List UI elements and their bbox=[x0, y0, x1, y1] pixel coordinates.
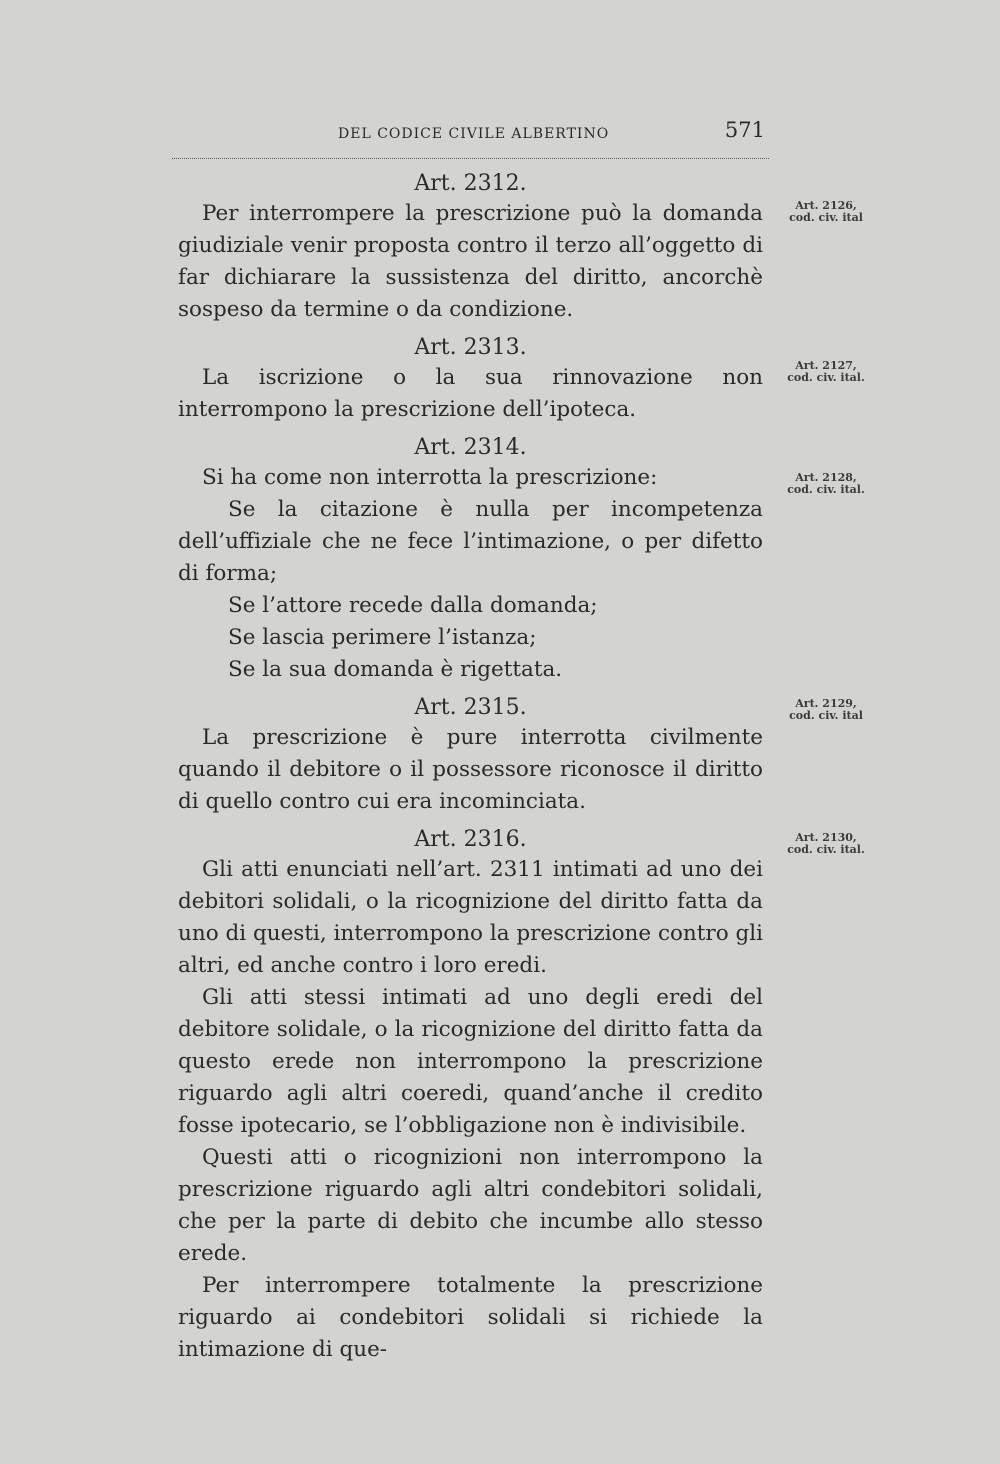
page-number: 571 bbox=[724, 118, 765, 142]
margin-note-line: cod. civ. ital bbox=[789, 211, 863, 224]
article-heading: Art. 2316. bbox=[414, 827, 527, 852]
article-paragraph: Gli atti stessi intimati ad uno degli eredi del debitore solidale, o la ricognizione del diritto fatta da questo erede non interrompono la prescrizione riguardo agli altri coeredi, quand’anche il credito fosse ipotecario, se l’obbligazione non è indivisibile. bbox=[178, 985, 763, 1138]
article-list-item: Se la citazione è nulla per incompetenza dell’uffiziale che ne fece l’intimazione, o per difetto di forma; bbox=[178, 497, 763, 586]
margin-note-line: cod. civ. ital. bbox=[787, 371, 865, 384]
running-head bbox=[172, 118, 769, 159]
article-heading: Art. 2314. bbox=[414, 435, 527, 460]
margin-note-2127 bbox=[776, 360, 876, 384]
article-paragraph: Gli atti enunciati nell’art. 2311 intimati ad uno dei debitori solidali, o la ricognizione del diritto fatta da uno di questi, interrompono la prescrizione contro gli altri, ed anche contro i loro eredi. bbox=[178, 857, 763, 978]
article-paragraph: La iscrizione o la sua rinnovazione non interrompono la prescrizione dell’ipoteca. bbox=[178, 365, 763, 422]
margin-note-line: cod. civ. ital. bbox=[787, 843, 865, 856]
article-list-item: Se lascia perimere l’istanza; bbox=[228, 625, 537, 650]
margin-note-line: Art. 2129, bbox=[795, 697, 857, 710]
article-paragraph: Questi atti o ricognizioni non interrompono la prescrizione riguardo agli altri condebitori solidali, che per la parte di debito che incumbe allo stesso erede. bbox=[178, 1145, 763, 1266]
margin-note-line: Art. 2127, bbox=[795, 359, 857, 372]
text-column bbox=[178, 168, 763, 1366]
article-heading: Art. 2313. bbox=[414, 335, 527, 360]
margin-note-line: Art. 2126, bbox=[795, 199, 857, 212]
article-2314 bbox=[178, 432, 763, 686]
article-paragraph: Per interrompere la prescrizione può la domanda giudiziale venir proposta contro il terzo all’oggetto di far dichiarare la sussistenza del diritto, ancorchè sospeso da termine o da condizione. bbox=[178, 201, 763, 322]
article-2315 bbox=[178, 692, 763, 818]
margin-note-line: cod. civ. ital. bbox=[787, 483, 865, 496]
margin-note-2130 bbox=[776, 832, 876, 856]
article-heading: Art. 2315. bbox=[414, 695, 527, 720]
article-list-item: Se l’attore recede dalla domanda; bbox=[228, 593, 598, 618]
margin-note-line: cod. civ. ital bbox=[789, 709, 863, 722]
article-heading: Art. 2312. bbox=[414, 171, 527, 196]
margin-note-2126 bbox=[776, 200, 876, 224]
margin-note-line: Art. 2128, bbox=[795, 471, 857, 484]
article-2316 bbox=[178, 824, 763, 1366]
article-paragraph: Si ha come non interrotta la prescrizione: bbox=[202, 465, 658, 490]
article-paragraph: Per interrompere totalmente la prescrizione riguardo ai condebitori solidali si richiede la intimazione di que- bbox=[178, 1273, 763, 1362]
article-list-item: Se la sua domanda è rigettata. bbox=[228, 657, 563, 682]
running-title: DEL CODICE CIVILE ALBERTINO bbox=[338, 126, 610, 142]
article-2312 bbox=[178, 168, 763, 326]
article-2313 bbox=[178, 332, 763, 426]
margin-note-2129 bbox=[776, 698, 876, 722]
article-paragraph: La prescrizione è pure interrotta civilmente quando il debitore o il possessore riconosce il diritto di quello contro cui era incominciata. bbox=[178, 725, 763, 814]
margin-note-2128 bbox=[776, 472, 876, 496]
margin-note-line: Art. 2130, bbox=[795, 831, 857, 844]
